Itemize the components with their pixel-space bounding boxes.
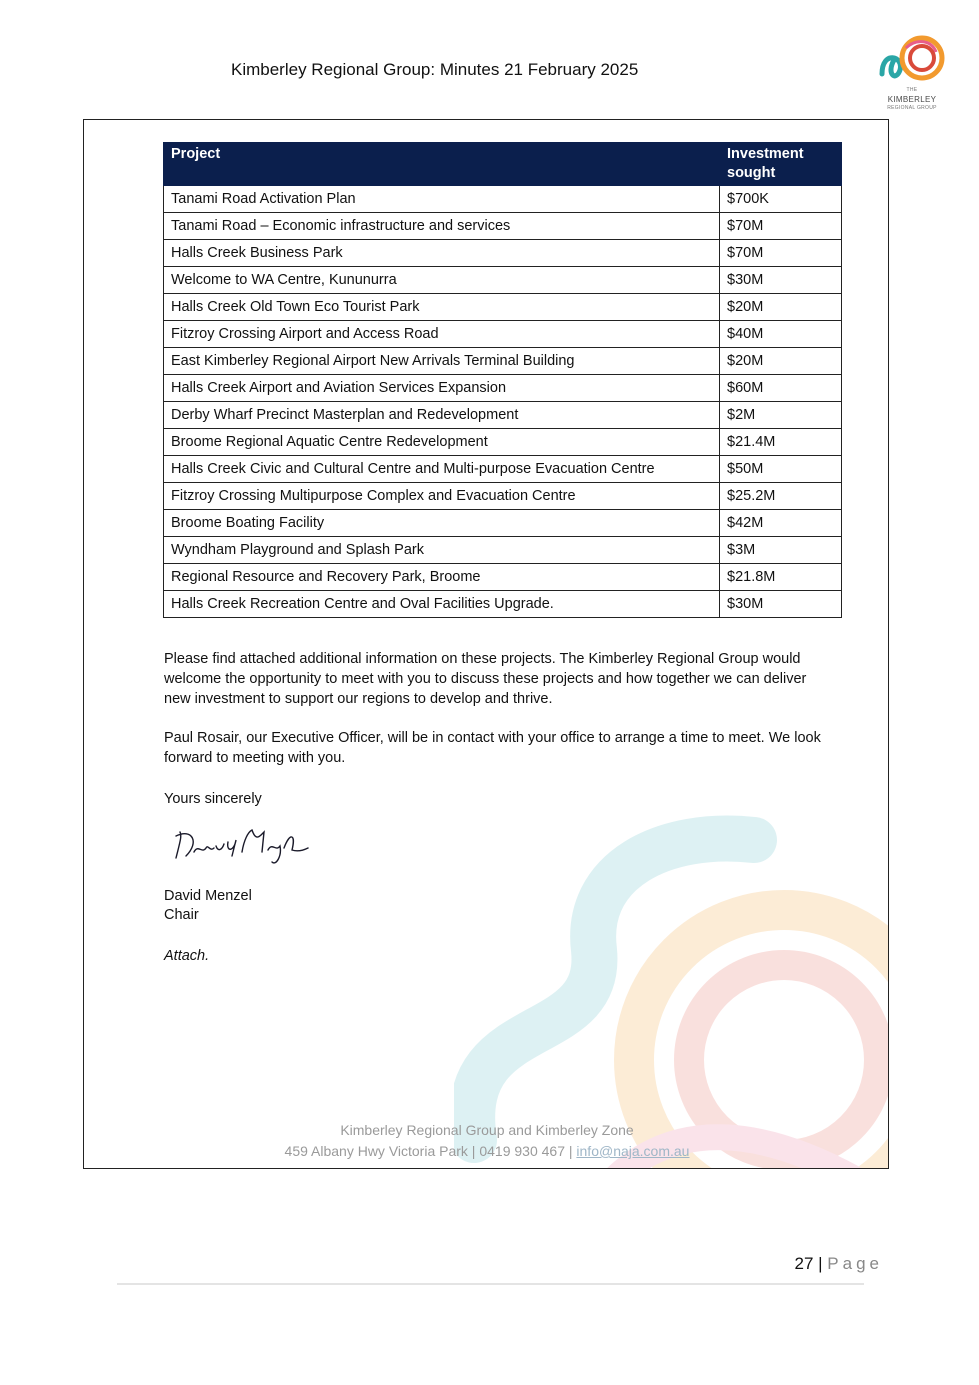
investment-amount: $70M — [720, 213, 842, 240]
logo-watermark — [454, 810, 889, 1169]
investment-amount: $25.2M — [720, 483, 842, 510]
logo-text-top: THE — [906, 87, 918, 93]
project-name: Wyndham Playground and Splash Park — [164, 537, 720, 564]
investment-amount: $700K — [720, 186, 842, 213]
logo-text-main: KIMBERLEY — [887, 95, 937, 104]
project-name: East Kimberley Regional Airport New Arrivals Terminal Building — [164, 348, 720, 375]
column-header-investment: Investment sought — [720, 143, 842, 186]
page-number-value: 27 — [794, 1254, 814, 1273]
projects-investment-table — [163, 142, 842, 618]
page-number — [794, 1254, 883, 1274]
project-name: Halls Creek Business Park — [164, 240, 720, 267]
signatory-name: David Menzel — [164, 888, 252, 904]
table-row — [164, 294, 842, 321]
project-name: Broome Boating Facility — [164, 510, 720, 537]
project-name: Halls Creek Recreation Centre and Oval Facilities Upgrade. — [164, 591, 720, 618]
investment-amount: $60M — [720, 375, 842, 402]
investment-amount: $50M — [720, 456, 842, 483]
kimberley-logo — [876, 30, 948, 111]
letter-paragraph-1: Please find attached additional information on these projects. The Kimberley Regional Group would welcome the opportunity to meet with you to discuss these projects and how together we can deliver new investment to support our regions to develop and thrive. — [164, 651, 807, 707]
letter-paragraph-2: Paul Rosair, our Executive Officer, will be in contact with your office to arrange a time to meet. We look forward to meeting with you. — [164, 730, 821, 766]
table-row — [164, 213, 842, 240]
project-name: Fitzroy Crossing Multipurpose Complex and Evacuation Centre — [164, 483, 720, 510]
table-header-row — [164, 143, 842, 186]
investment-amount: $20M — [720, 294, 842, 321]
footer-address-phone: 459 Albany Hwy Victoria Park | 0419 930 467 | — [284, 1143, 577, 1159]
footer-org-name: Kimberley Regional Group and Kimberley Zone — [340, 1122, 634, 1138]
attachment-note: Attach. — [164, 948, 210, 964]
table-row — [164, 591, 842, 618]
table-row — [164, 510, 842, 537]
document-header-title: Kimberley Regional Group: Minutes 21 February 2025 — [231, 60, 639, 79]
signatory-title: Chair — [164, 907, 199, 923]
handwritten-signature — [172, 822, 312, 872]
investment-amount: $20M — [720, 348, 842, 375]
table-row — [164, 375, 842, 402]
table-row — [164, 321, 842, 348]
logo-text-sub: REGIONAL GROUP — [887, 105, 937, 111]
investment-amount: $2M — [720, 402, 842, 429]
project-name: Tanami Road – Economic infrastructure and services — [164, 213, 720, 240]
investment-amount: $21.4M — [720, 429, 842, 456]
investment-amount: $30M — [720, 591, 842, 618]
investment-amount: $3M — [720, 537, 842, 564]
project-name: Halls Creek Old Town Eco Tourist Park — [164, 294, 720, 321]
project-name: Welcome to WA Centre, Kununurra — [164, 267, 720, 294]
page-number-separator: | — [818, 1254, 823, 1273]
project-name: Broome Regional Aquatic Centre Redevelopment — [164, 429, 720, 456]
table-row — [164, 564, 842, 591]
project-name: Derby Wharf Precinct Masterplan and Redevelopment — [164, 402, 720, 429]
investment-amount: $70M — [720, 240, 842, 267]
investment-amount: $30M — [720, 267, 842, 294]
bottom-divider — [117, 1283, 864, 1285]
table-row — [164, 186, 842, 213]
table-row — [164, 402, 842, 429]
table-row — [164, 348, 842, 375]
investment-amount: $21.8M — [720, 564, 842, 591]
table-row — [164, 483, 842, 510]
table-row — [164, 267, 842, 294]
table-row — [164, 240, 842, 267]
table-row — [164, 456, 842, 483]
table-row — [164, 537, 842, 564]
page-label: Page — [827, 1254, 883, 1273]
investment-amount: $42M — [720, 510, 842, 537]
project-name: Halls Creek Civic and Cultural Centre and Multi-purpose Evacuation Centre — [164, 456, 720, 483]
project-name: Tanami Road Activation Plan — [164, 186, 720, 213]
footer-contact — [84, 1143, 889, 1159]
letter-frame — [83, 119, 889, 1169]
footer-email-link[interactable]: info@naja.com.au — [576, 1143, 690, 1159]
project-name: Fitzroy Crossing Airport and Access Road — [164, 321, 720, 348]
project-name: Halls Creek Airport and Aviation Services Expansion — [164, 375, 720, 402]
letter-closing: Yours sincerely — [164, 791, 262, 807]
project-name: Regional Resource and Recovery Park, Broome — [164, 564, 720, 591]
column-header-project: Project — [164, 143, 720, 186]
table-row — [164, 429, 842, 456]
investment-amount: $40M — [720, 321, 842, 348]
